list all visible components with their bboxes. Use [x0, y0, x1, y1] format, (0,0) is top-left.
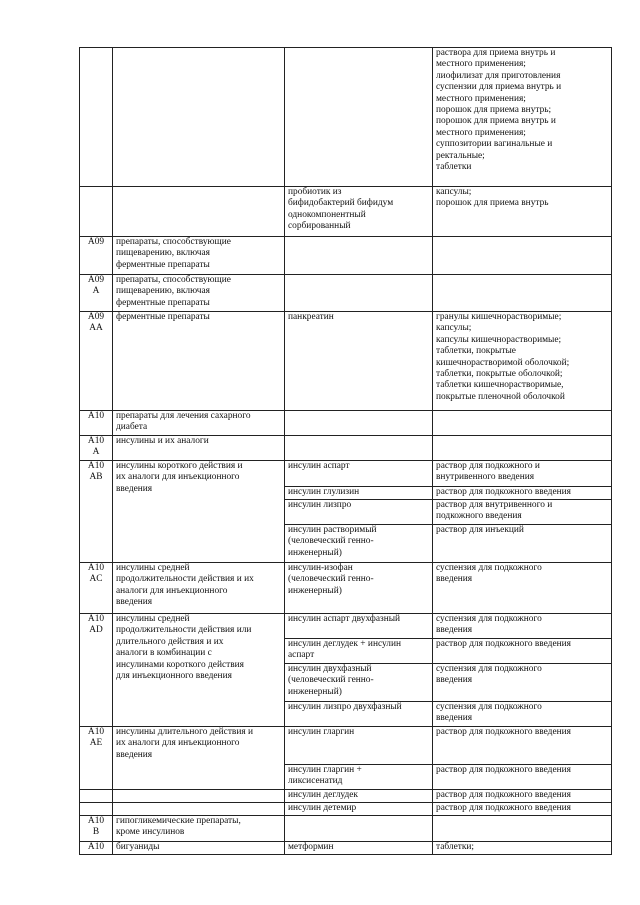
drug-cell: пробиотик из бифидобактерий бифидум однокомпонентный сорбированный [285, 187, 433, 237]
table-row [80, 563, 612, 614]
group-cell: гипогликемические препараты, кроме инсулинов [113, 816, 285, 842]
form-cell: раствор для инъекций [433, 525, 612, 563]
group-cell [113, 790, 285, 803]
group-cell [113, 187, 285, 237]
drug-cell: метформин [285, 842, 433, 855]
code-cell [80, 48, 113, 187]
form-cell: гранулы кишечнорастворимые; капсулы; капсулы кишечнорастворимые; таблетки, покрытые кишечнорастворимой оболочкой; таблетки, покрытые оболочкой; таблетки кишечнорастворимые, покрытые пленочной оболочкой [433, 312, 612, 411]
form-cell: суспензия для подкожного введения [433, 664, 612, 702]
table-row [80, 614, 612, 639]
form-cell: суспензия для подкожного введения [433, 702, 612, 727]
code-cell: A10 A [80, 436, 113, 461]
drug-cell: инсулин растворимый (человеческий генно- инженерный) [285, 525, 433, 563]
code-cell: A10 AE [80, 727, 113, 790]
drug-cell: инсулин лизпро двухфазный [285, 702, 433, 727]
code-cell: A09 [80, 237, 113, 275]
drug-cell [285, 411, 433, 436]
drug-cell: инсулин аспарт [285, 461, 433, 487]
form-cell: раствора для приема внутрь и местного применения; лиофилизат для приготовления суспензии для приема внутрь и местного применения; порошок для приема внутрь; порошок для приема внутрь и местного применения; суппозитории вагинальные и ректальные; таблетки [433, 48, 612, 187]
form-cell: таблетки; [433, 842, 612, 855]
table-row [80, 803, 612, 816]
group-cell [113, 803, 285, 816]
code-cell: A10 [80, 842, 113, 855]
table-row [80, 436, 612, 461]
code-cell: A10 [80, 411, 113, 436]
drug-cell: инсулин гларгин + ликсисенатид [285, 765, 433, 790]
drug-cell [285, 275, 433, 312]
form-cell: раствор для подкожного введения [433, 765, 612, 790]
code-cell [80, 187, 113, 237]
form-cell: суспензия для подкожного введения [433, 614, 612, 639]
group-cell: инсулины короткого действия и их аналоги для инъекционного введения [113, 461, 285, 563]
form-cell [433, 816, 612, 842]
group-cell: инсулины длительного действия и их аналоги для инъекционного введения [113, 727, 285, 790]
table-row [80, 187, 612, 237]
code-cell: A10 B [80, 816, 113, 842]
form-cell: капсулы; порошок для приема внутрь [433, 187, 612, 237]
form-cell: раствор для подкожного введения [433, 790, 612, 803]
form-cell: раствор для подкожного и внутривенного введения [433, 461, 612, 487]
table-row [80, 275, 612, 312]
group-cell: инсулины и их аналоги [113, 436, 285, 461]
drug-cell [285, 816, 433, 842]
form-cell: раствор для внутривенного и подкожного введения [433, 500, 612, 525]
drug-cell [285, 237, 433, 275]
drug-cell: панкреатин [285, 312, 433, 411]
group-cell: препараты, способствующие пищеварению, включая ферментные препараты [113, 237, 285, 275]
table-row [80, 816, 612, 842]
table-row [80, 461, 612, 487]
drug-cell: инсулин деглудек + инсулин аспарт [285, 639, 433, 664]
code-cell: A10 AD [80, 614, 113, 727]
group-cell [113, 48, 285, 187]
form-cell [433, 275, 612, 312]
document-page [79, 47, 611, 855]
form-cell [433, 411, 612, 436]
code-cell [80, 803, 113, 816]
table-row [80, 790, 612, 803]
form-cell [433, 436, 612, 461]
drug-cell: инсулин деглудек [285, 790, 433, 803]
table-row [80, 842, 612, 855]
form-cell: суспензия для подкожного введения [433, 563, 612, 614]
table-row [80, 237, 612, 275]
drug-cell: инсулин двухфазный (человеческий генно- инженерный) [285, 664, 433, 702]
group-cell: ферментные препараты [113, 312, 285, 411]
group-cell: препараты, способствующие пищеварению, включая ферментные препараты [113, 275, 285, 312]
drug-cell [285, 48, 433, 187]
group-cell: препараты для лечения сахарного диабета [113, 411, 285, 436]
form-cell: раствор для подкожного введения [433, 639, 612, 664]
form-cell: раствор для подкожного введения [433, 727, 612, 765]
form-cell [433, 237, 612, 275]
drug-cell: инсулин глулизин [285, 487, 433, 500]
table-row [80, 411, 612, 436]
group-cell: бигуаниды [113, 842, 285, 855]
drug-cell: инсулин гларгин [285, 727, 433, 765]
code-cell: A09 AA [80, 312, 113, 411]
table-row [80, 312, 612, 411]
form-cell: раствор для подкожного введения [433, 487, 612, 500]
drug-cell: инсулин аспарт двухфазный [285, 614, 433, 639]
code-cell: A10 AB [80, 461, 113, 563]
drug-cell [285, 436, 433, 461]
drug-cell: инсулин лизпро [285, 500, 433, 525]
form-cell: раствор для подкожного введения [433, 803, 612, 816]
code-cell: A10 AC [80, 563, 113, 614]
drug-cell: инсулин-изофан (человеческий генно- инженерный) [285, 563, 433, 614]
code-cell: A09 A [80, 275, 113, 312]
group-cell: инсулины средней продолжительности действия и их аналоги для инъекционного введения [113, 563, 285, 614]
drug-classification-table [79, 47, 612, 855]
table-row [80, 48, 612, 187]
table-row [80, 727, 612, 765]
group-cell: инсулины средней продолжительности действия или длительного действия и их аналоги в комбинации с инсулинами короткого действия для инъекционного введения [113, 614, 285, 727]
drug-cell: инсулин детемир [285, 803, 433, 816]
code-cell [80, 790, 113, 803]
